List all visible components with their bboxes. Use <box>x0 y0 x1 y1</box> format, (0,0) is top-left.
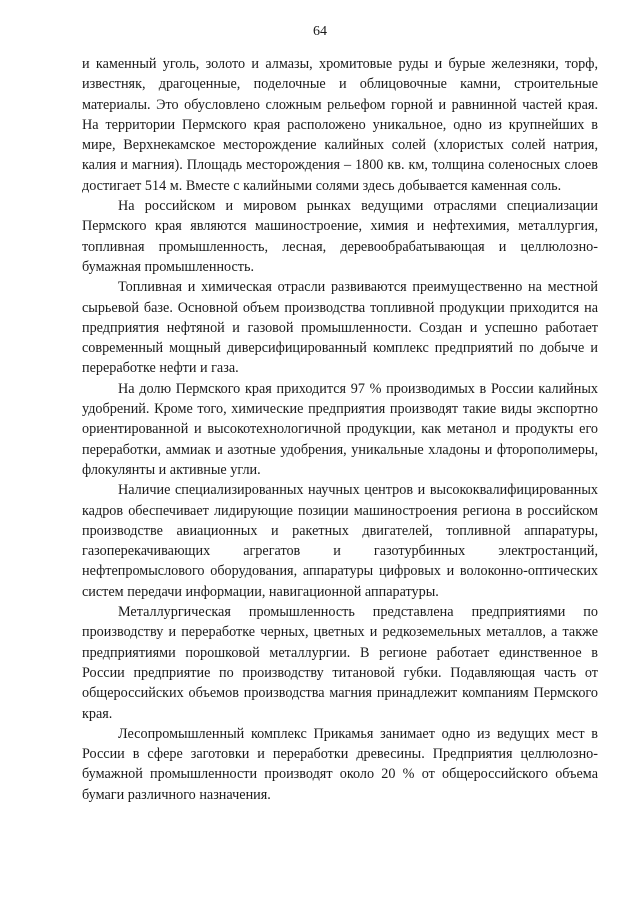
paragraph-metallurgy: Металлургическая промышленность представлена предприятиями по производству и переработке черных, цветных и редкоземельных металлов, а также предприятиями порошковой металлургии. В регионе работает единственное в России предприятие по производству титановой губки. Подавляющая часть от общероссийских объемов производства магния принадлежит компаниям Пермского края. <box>82 604 598 722</box>
paragraph-timber: Лесопромышленный комплекс Прикамья занимает одно из ведущих мест в России в сфере заготовки и переработки древесины. Предприятия целлюлозно-бумажной промышленности производят около 20 % от общероссийского объема бумаги различного назначения. <box>82 725 598 803</box>
paragraph-fuel-chemical: Топливная и химическая отрасли развиваются преимущественно на местной сырьевой базе. Основной объем производства топливной продукции приходится на предприятия нефтяной и газовой промышленности. Создан и успешно работает современный мощный диверсифицированный комплекс предприятий по добыче и переработке нефти и газа. <box>82 279 598 377</box>
paragraph-potash: На долю Пермского края приходится 97 % производимых в России калийных удобрений. Кроме того, химические предприятия производят такие виды экспортно ориентированной и высокотехнологичной продукции, как метанол и продукты его переработки, аммиак и азотные удобрения, уникальные хладоны и фторополимеры, флокулянты и активные угли. <box>82 380 598 478</box>
paragraph-minerals: и каменный уголь, золото и алмазы, хромитовые руды и бурые железняки, торф, известняк, драгоценные, поделочные и облицовочные камни, строительные материалы. Это обусловлено сложным рельефом горной и равнинной частей края. На территории Пермского края расположено уникальное, одно из крупнейших в мире, Верхнекамское месторождение калийных солей (хлористых солей натрия, калия и магния). Площадь месторождения – 1800 кв. км, толщина соленосных слоев достигает 514 м. Вместе с калийными солями здесь добывается каменная соль. <box>82 56 598 194</box>
paragraph-machine-building: Наличие специализированных научных центров и высококвалифицированных кадров обеспечивает лидирующие позиции машиностроения региона в российском производстве авиационных и ракетных двигателей, топливной аппаратуры, газоперекачивающих агрегатов и газотурбинных электростанций, нефтепромыслового оборудования, аппаратуры цифровых и волоконно-оптических систем передачи информации, навигационной аппаратуры. <box>82 482 598 600</box>
paragraph-specialization: На российском и мировом рынках ведущими отраслями специализации Пермского края являются машиностроение, химия и нефтехимия, металлургия, топливная промышленность, лесная, деревообрабатывающая и целлюлозно-бумажная промышленность. <box>82 198 598 275</box>
page-number: 64 <box>313 24 327 39</box>
body-text <box>82 54 598 805</box>
